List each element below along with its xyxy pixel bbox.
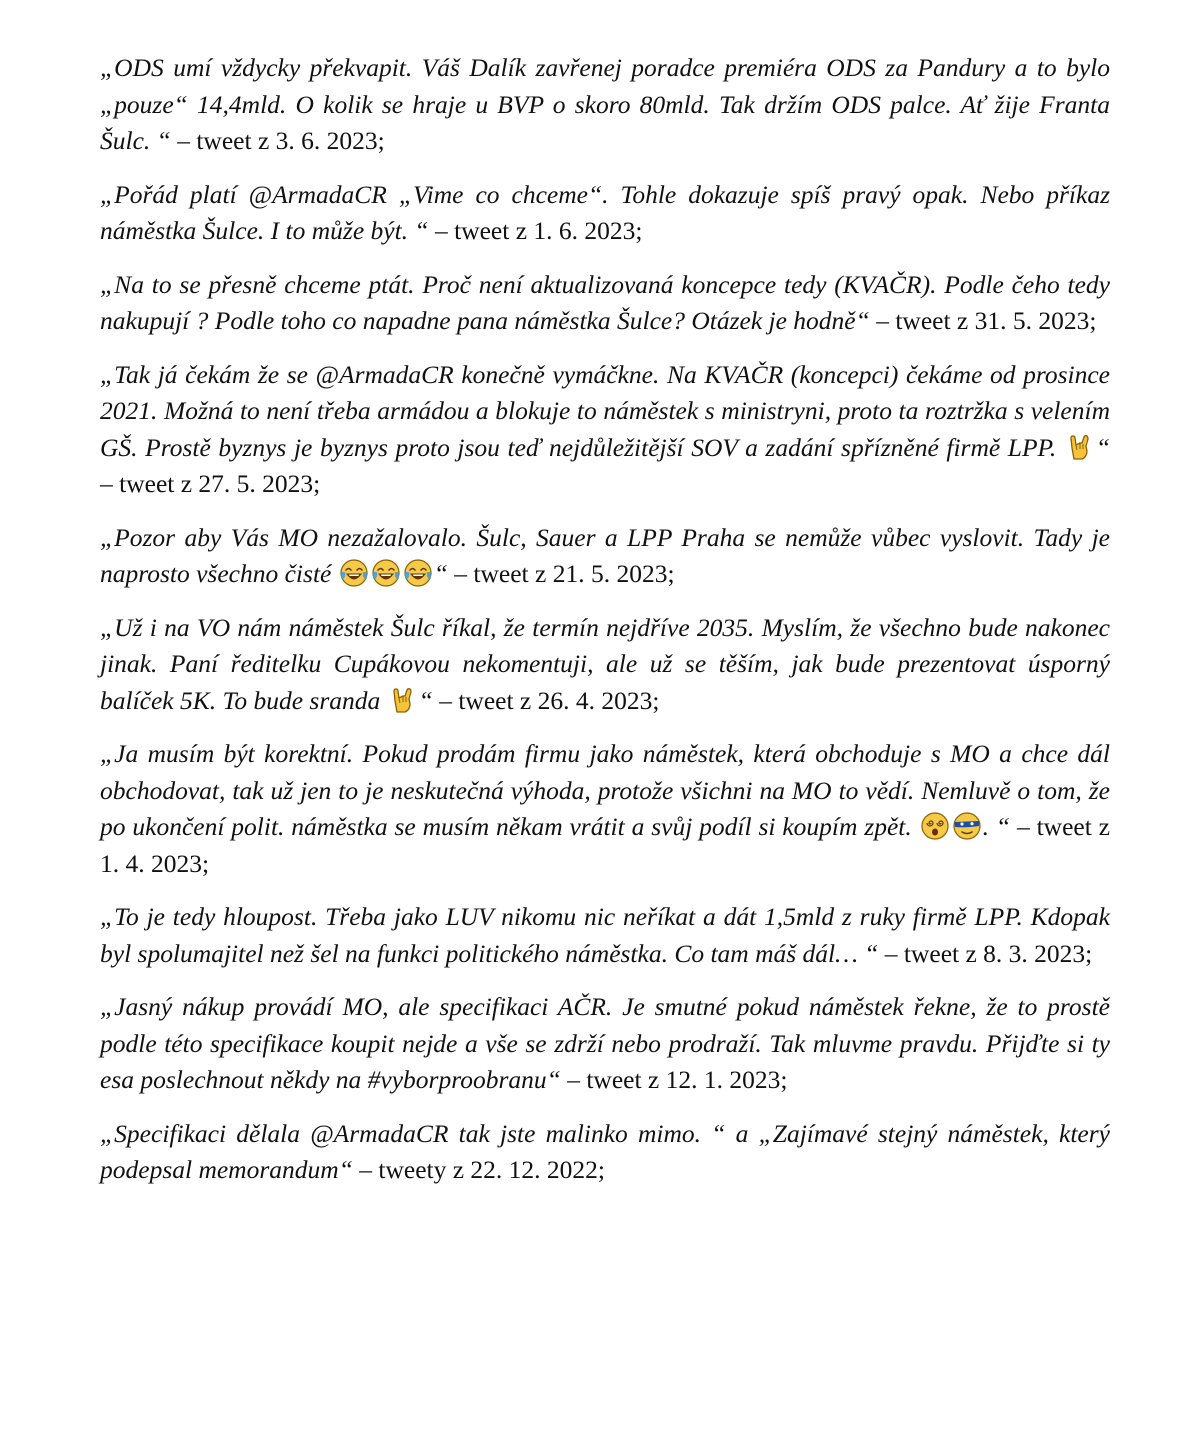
quote-text: „Na to se přesně chceme ptát. Proč není aktualizovaná koncepce tedy (KVAČR). Podle čeho tedy nakupují ? Podle toho co napadne pana náměstka Šulce? Otázek je hodně“ xyxy=(100,269,1110,335)
quote-close: . “ xyxy=(982,812,1011,841)
dizzy-face-emoji-icon xyxy=(920,811,950,841)
tweet-date-source: – tweet z 3. 6. 2023; xyxy=(170,126,385,155)
tweet-quote-paragraph xyxy=(100,899,1110,972)
tweet-date-source: – tweet z 1. 6. 2023; xyxy=(428,216,643,245)
tweet-date-source: – tweet z 31. 5. 2023; xyxy=(869,306,1097,335)
quote-text: „ODS umí vždycky překvapit. Váš Dalík zavřenej poradce premiéra ODS za Pandury a to bylo „pouze“ 14,4mld. O kolik se hraje u BVP o skoro 80mld. Tak držím ODS palce. Ať žije Franta Šulc. “ xyxy=(100,53,1110,155)
quote-text: „Jasný nákup provádí MO, ale specifikaci AČR. Je smutné pokud náměstek řekne, že to prostě podle této specifikace koupit nejde a vše se zdrží nebo prodraží. Tak mluvme pravdu. Přijďte si ty esa poslechnout někdy na #vyborproobranu“ xyxy=(100,992,1110,1094)
tweet-quote-paragraph xyxy=(100,177,1110,250)
quote-text: „Ja musím být korektní. Pokud prodám firmu jako náměstek, která obchoduje s MO a chce dál obchodovat, tak už jen to je neskutečná výhoda, protože všichni na MO to vědí. Nemluvě o tom, že po ukončení polit. náměstka se musím někam vrátit a svůj podíl si koupím zpět. xyxy=(100,739,1110,841)
quote-text: „To je tedy hloupost. Třeba jako LUV nikomu nic neříkat a dát 1,5mld z ruky firmě LPP. Kdopak byl spolumajitel než šel na funkci politického náměstka. Co tam máš dál… “ xyxy=(100,902,1110,968)
thief-face-emoji-icon xyxy=(952,811,982,841)
quote-text: „Specifikaci dělala @ArmadaCR tak jste malinko mimo. “ a „Zajímavé stejný náměstek, který podepsal memorandum“ xyxy=(100,1118,1110,1184)
tears-of-joy-emoji-icon xyxy=(403,558,433,588)
tweet-quote-paragraph xyxy=(100,50,1110,160)
quote-close: “ xyxy=(433,559,448,588)
tweet-quote-paragraph xyxy=(100,736,1110,882)
quote-text: „Pozor aby Vás MO nezažalovalo. Šulc, Sauer a LPP Praha se nemůže vůbec vyslovit. Tady je naprosto všechno čisté xyxy=(100,522,1110,588)
tweet-quote-paragraph xyxy=(100,1116,1110,1189)
tweet-date-source: – tweet z 1. 4. 2023; xyxy=(100,812,1110,878)
tweet-quote-paragraph xyxy=(100,267,1110,340)
quote-text: „Tak já čekám že se @ArmadaCR konečně vymáčkne. Na KVAČR (koncepci) čekáme od prosince 2021. Možná to není třeba armádou a blokuje to náměstek s ministryni, proto ta roztržka s velením GŠ. Prostě byznys je byznys proto jsou teď nejdůležitější SOV a zadání spřízněné firmě LPP. xyxy=(100,359,1110,462)
tweet-date-source: – tweet z 12. 1. 2023; xyxy=(560,1065,788,1094)
quote-text: „Pořád platí @ArmadaCR „Vime co chceme“. Tohle dokazuje spíš pravý opak. Nebo příkaz náměstka Šulce. I to může být. “ xyxy=(100,179,1110,245)
tweet-date-source: – tweet z 26. 4. 2023; xyxy=(432,685,660,715)
tears-of-joy-emoji-icon xyxy=(371,558,401,588)
tweet-quote-paragraph xyxy=(100,357,1110,503)
quote-close: “ xyxy=(418,685,433,715)
tweet-date-source: – tweety z 22. 12. 2022; xyxy=(352,1155,605,1184)
document-page xyxy=(100,50,1110,1206)
tweet-date-source: – tweet z 27. 5. 2023; xyxy=(100,469,321,498)
rock-hand-emoji-icon xyxy=(388,685,418,715)
tweet-date-source: – tweet z 8. 3. 2023; xyxy=(878,938,1093,968)
tweet-quote-paragraph xyxy=(100,520,1110,593)
quote-text: „Už i na VO nám náměstek Šulc říkal, že termín nejdříve 2035. Myslím, že všechno bude nakonec jinak. Paní ředitelku Cupákovou nekomentuji, ale už se těším, jak bude prezentovat úsporný balíček 5K. To bude sranda xyxy=(100,612,1110,715)
rock-hand-emoji-icon xyxy=(1065,432,1095,462)
tears-of-joy-emoji-icon xyxy=(339,558,369,588)
tweet-quote-paragraph xyxy=(100,610,1110,720)
quote-close: “ xyxy=(1095,432,1110,462)
tweet-date-source: – tweet z 21. 5. 2023; xyxy=(447,559,675,588)
tweet-quote-paragraph xyxy=(100,989,1110,1099)
